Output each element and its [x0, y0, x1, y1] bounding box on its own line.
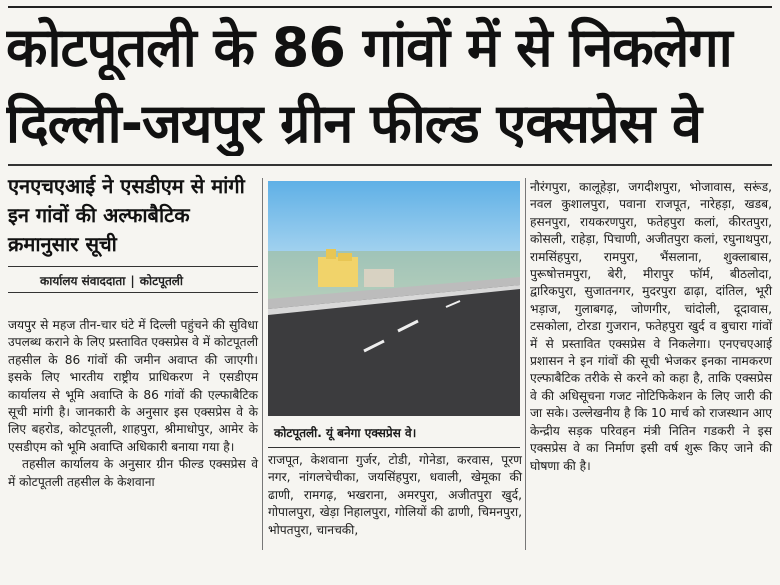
headline-line-1: कोटपूतली के 86 गांवों में से निकलेगा [6, 16, 732, 79]
expressway-photo [268, 181, 520, 416]
expressway-photo-image [268, 181, 520, 416]
subheading: एनएचएआई ने एसडीएम से मांगी इन गांवों की अल्फाबैटिक क्रमानुसार सूची [8, 174, 245, 256]
byline-rule-bottom [8, 292, 258, 293]
top-rule [8, 6, 772, 8]
column-1-paragraph-2: तहसील कार्यालय के अनुसार ग्रीन फील्ड एक्सप्रेस वे में कोटपूतली तहसील के केशवाना [8, 457, 258, 489]
column-divider-1 [262, 178, 263, 550]
headline-line-2: दिल्ली-जयपुर ग्रीन फील्ड एक्सप्रेस वे [6, 92, 702, 155]
byline-location: कोटपूतली [139, 274, 184, 288]
column-1-paragraph-1: जयपुर से महज तीन-चार घंटे में दिल्ली पहुंचने की सुविधा उपलब्ध कराने के लिए प्रस्तावित एक्सप्रेस वे में कोटपूतली तहसील के 86 गांवों की जमीन अवाप्त की जाएगी। इसके लिए भारतीय राष्ट्रीय प्राधिकरण ने एसडीएम कार्यालय से भूमि अवाप्ति के 86 गांवों की एल्फाबैटिक सूची मांगी है। जानकारी के अनुसार इस एक्सप्रेस वे के लिए बहरोड, कोटपूतली, शाहपुरा, श्रीमाधोपुर, आमेर के एसडीएम को भूमि अवाप्ति अधिकारी बनाया गया है। [8, 318, 258, 454]
column-2-paragraph: राजपूत, केशवाना गुर्जर, टोडी, गोनेडा, करवास, पूरण नगर, नांगलचेचीका, जयसिंहपुरा, धवाली, खेमूका की ढाणी, रामगढ़, भखराना, अमरपुरा, अजीतपुरा खुर्द, गोपालपुरा, खेड़ा निहालपुरा, गोलियों की ढाणी, चिमनपुरा, भोपतपुरा, चानचकी, [268, 453, 522, 537]
byline-separator: | [130, 274, 135, 288]
byline-reporter: कार्यालय संवाददाता [40, 274, 126, 288]
byline-rule-top [8, 266, 258, 267]
article-column-3 [530, 179, 772, 475]
article-column-2 [268, 452, 522, 539]
column-divider-2 [525, 178, 526, 550]
article-column-1 [8, 317, 258, 491]
column-3-paragraph: नौरंगपुरा, कालूहेड़ा, जगदीशपुरा, भोजावास, सरूंड, नवल कुशालपुरा, पवाना राजपूत, नारेहड़ा, खडब, हसनपुरा, रायकरणपुरा, फतेहपुरा कलां, कीरतपुरा, कोसली, राहेड़ा, पिचाणी, अजीतपुरा कलां, रघुनाथपुरा, रामसिंहपुरा, रामपुरा, भैंसलाना, शुक्लाबास, पुरूषोत्तमपुरा, बेरी, मीरापुर फॉर्म, बीठलोदा, द्वारिकपुरा, सुजातनगर, मुदरपुरा ढाढ़ा, दांतिल, भूरी भड़ाज, गुलाबगढ़, जोणगीर, चांदोली, दूदावास, टसकोला, टोरडा गुजरान, फतेहपुरा खुर्द व बुचारा गांवों में से प्रस्तावित एक्सप्रेस वे निकलेगा। एनएचएआई प्रशासन ने इन गांवों की सूची भेजकर इनका नामकरण एल्फाबैटिक तरीके से करने को कहा है, ताकि एक्सप्रेस वे की अधिसूचना गजट नोटिफिकेशन के लिए जारी की जा सके। उल्लेखनीय है कि 10 मार्च को राजस्थान आए केन्द्रीय सड़क परिवहन मंत्री नितिन गडकरी ने इस एक्सप्रेस वे का निर्माण इसी वर्ष शुरू किए जाने की घोषणा की है। [530, 180, 772, 473]
headline-rule [8, 164, 772, 166]
byline [40, 272, 183, 289]
photo-caption: कोटपूतली. यूं बनेगा एक्सप्रेस वे। [268, 418, 520, 448]
